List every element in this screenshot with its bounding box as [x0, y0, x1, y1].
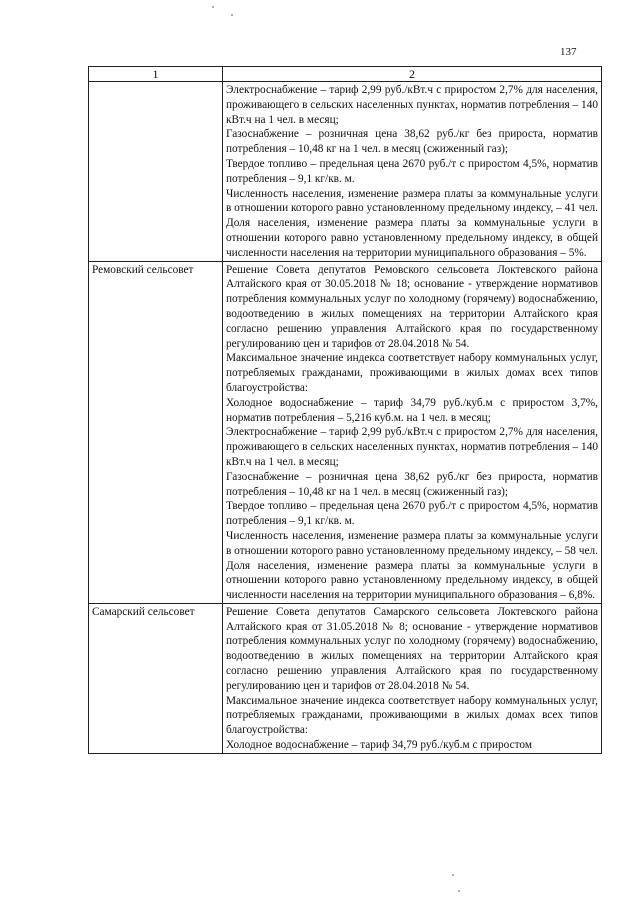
description-paragraph: Доля населения, изменение размера платы за коммунальные услуги в отношении которого равно установленному предельному индексу, в общей численности населения на территории муниципального образования – 5%. [226, 217, 598, 259]
description-cell [223, 603, 602, 753]
scan-speck [458, 890, 460, 892]
page-number: 137 [560, 46, 577, 58]
description-paragraph: Твердое топливо – предельная цена 2670 руб./т с приростом 4,5%, норматив потребления – 9,1 кг/кв. м. [226, 500, 598, 528]
description-paragraph: Численность населения, изменение размера платы за коммунальные услуги в отношении которого равно установленному предельному индексу, – 41 чел. [226, 187, 598, 215]
indicator-table [88, 66, 602, 754]
description-cell [223, 261, 602, 603]
scan-speck [452, 874, 454, 876]
column-header-1: 1 [89, 67, 223, 82]
description-paragraph: Электроснабжение – тариф 2,99 руб./кВт.ч с приростом 2,7% для населения, проживающего в сельских населенных пунктах, норматив потребления – 140 кВт.ч на 1 чел. в месяц; [226, 426, 598, 468]
description-paragraph: Решение Совета депутатов Самарского сельсовета Локтевского района Алтайского края от 31.05.2018 № 8; основание - утверждение нормативов потребления коммунальных услуг по холодному (горячему) водоснабжению, водоотведению в жилых помещениях на территории Алтайского края согласно решению управления Алтайского края по государственному регулированию цен и тарифов от 28.04.2018 № 54. [226, 605, 598, 692]
scan-speck [231, 14, 233, 16]
description-paragraph: Холодное водоснабжение – тариф 34,79 руб./куб.м с приростом [226, 739, 532, 752]
municipality-cell: Самарский сельсовет [89, 603, 223, 753]
description-paragraph: Решение Совета депутатов Ремовского сельсовета Локтевского района Алтайского края от 30.05.2018 № 18; основание - утверждение нормативов потребления коммунальных услуг по холодному (горячему) водоснабжению, водоотведению в жилых помещениях на территории Алтайского края согласно решению управления Алтайского края по государственному регулированию цен и тарифов от 28.04.2018 № 54. [226, 263, 598, 350]
description-paragraph: Численность населения, изменение размера платы за коммунальные услуги в отношении которого равно установленному предельному индексу, – 58 чел. [226, 529, 598, 557]
scan-speck [212, 6, 214, 8]
description-paragraph: Газоснабжение – розничная цена 38,62 руб./кг без прироста, норматив потребления – 10,48 кг на 1 чел. в месяц (сжиженный газ); [226, 470, 598, 498]
municipality-cell [89, 82, 223, 262]
description-cell [223, 82, 602, 262]
table-row [89, 261, 602, 603]
description-paragraph: Электроснабжение – тариф 2,99 руб./кВт.ч с приростом 2,7% для населения, проживающего в сельских населенных пунктах, норматив потребления – 140 кВт.ч на 1 чел. в месяц; [226, 84, 598, 126]
table-row [89, 603, 602, 753]
description-paragraph: Доля населения, изменение размера платы за коммунальные услуги в отношении которого равно установленному предельному индексу, в общей численности населения на территории муниципального образования – 6,8%. [226, 559, 598, 602]
description-paragraph: Максимальное значение индекса соответствует набору коммунальных услуг, потребляемых гражданами, проживающими в жилых домах всех типов благоустройства: [226, 352, 598, 394]
description-paragraph: Твердое топливо – предельная цена 2670 руб./т с приростом 4,5%, норматив потребления – 9,1 кг/кв. м. [226, 157, 598, 185]
description-paragraph: Газоснабжение – розничная цена 38,62 руб./кг без прироста, норматив потребления – 10,48 кг на 1 чел. в месяц (сжиженный газ); [226, 128, 598, 156]
column-header-2: 2 [223, 67, 602, 82]
description-paragraph: Максимальное значение индекса соответствует набору коммунальных услуг, потребляемых гражданами, проживающими в жилых домах всех типов благоустройства: [226, 694, 598, 737]
table-row [89, 82, 602, 262]
header-row [89, 67, 602, 82]
description-paragraph: Холодное водоснабжение – тариф 34,79 руб./куб.м с приростом 3,7%, норматив потребления – 5,216 куб.м. на 1 чел. в месяц; [226, 396, 598, 424]
municipality-cell: Ремовский сельсовет [89, 261, 223, 603]
